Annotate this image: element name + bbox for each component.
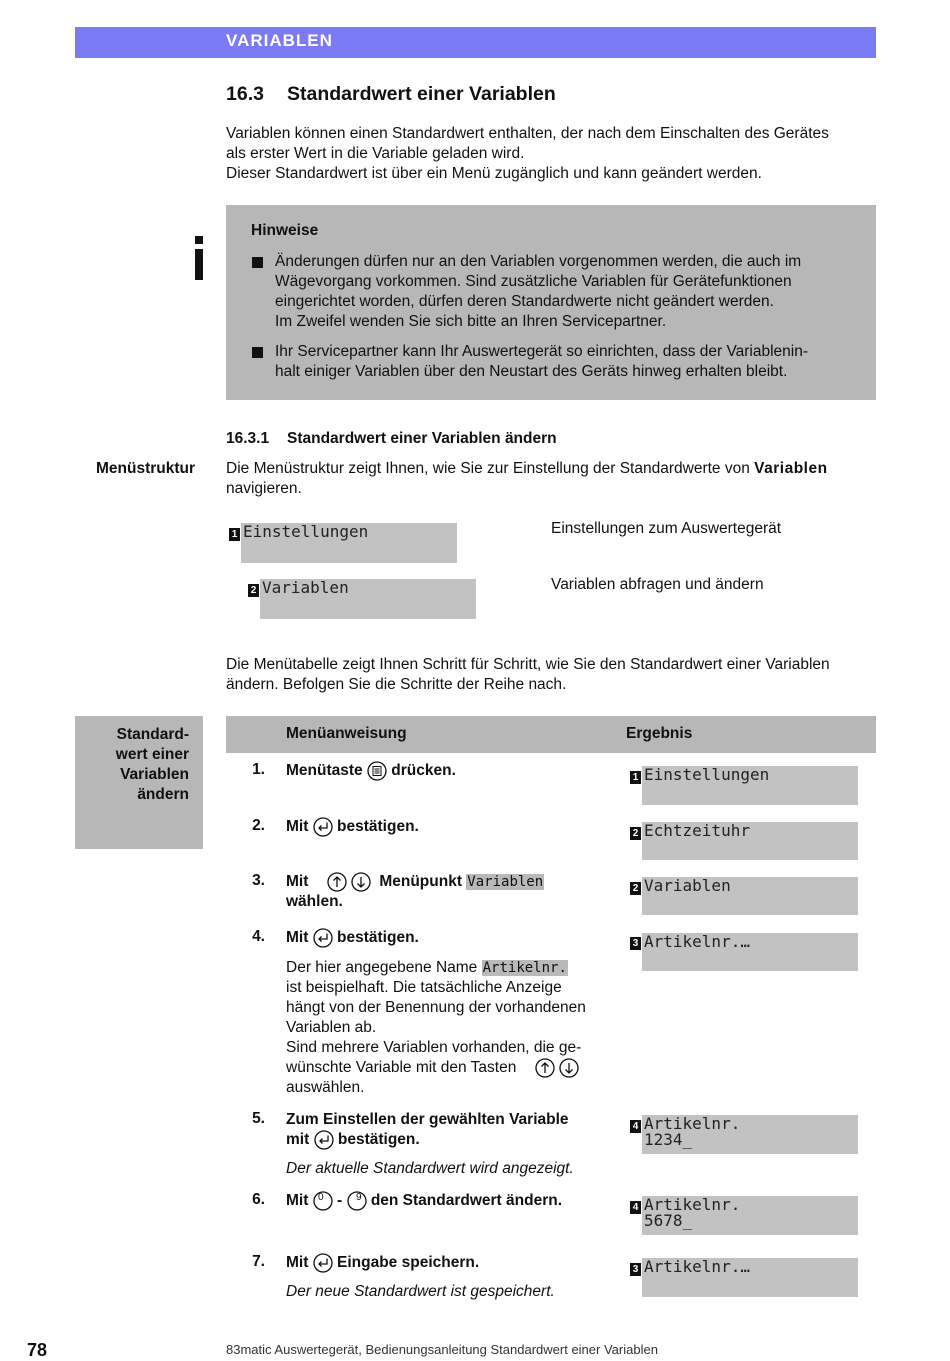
lcd-text: Variablen xyxy=(262,578,349,597)
lcd-text: Einstellungen xyxy=(243,522,369,541)
step-instruction xyxy=(286,872,544,912)
step-instruction xyxy=(286,761,456,781)
step-text: Zum Einstellen der gewählten Variable xyxy=(286,1111,569,1128)
table-intro-line: ändern. Befolgen Sie die Schritte der Reihe nach. xyxy=(226,676,567,693)
step-number: 5. xyxy=(252,1110,265,1127)
bullet-square-icon xyxy=(252,257,263,268)
side-label-line: Standard- xyxy=(116,726,189,743)
result-level-badge: 3 xyxy=(630,937,641,950)
result-level-badge: 2 xyxy=(630,882,641,895)
step-instruction xyxy=(286,817,419,837)
detail-text: Sind mehrere Variablen vorhanden, die ge- xyxy=(286,1039,582,1056)
result-level-badge: 2 xyxy=(630,827,641,840)
lcd-text: 5678_ xyxy=(644,1211,693,1230)
step-text: bestätigen. xyxy=(337,929,419,947)
step-instruction xyxy=(286,1110,569,1150)
result-level-badge: 1 xyxy=(630,771,641,784)
intro-line: Dieser Standardwert ist über ein Menü zugänglich und kann geändert werden. xyxy=(226,165,762,182)
procedure-side-label xyxy=(75,725,189,805)
step-text: Mit xyxy=(286,1254,309,1272)
detail-text: Variablen ab. xyxy=(286,1019,377,1036)
arrow-up-key-icon xyxy=(535,1058,555,1078)
step-number: 3. xyxy=(252,872,265,889)
step-instruction xyxy=(286,1253,479,1273)
step-text: drücken. xyxy=(391,762,456,780)
key-label-9: 9 xyxy=(356,1192,362,1203)
table-intro-line: Die Menütabelle zeigt Ihnen Schritt für Schritt, wie Sie den Standardwert einer Variablen xyxy=(226,656,830,673)
footer-text: 83matic Auswertegerät, Bedienungsanleitung Standardwert einer Variablen xyxy=(226,1342,658,1357)
side-label-line: wert einer xyxy=(115,746,189,763)
result-level-badge: 4 xyxy=(630,1120,641,1133)
page-number: 78 xyxy=(27,1340,48,1360)
step-number: 4. xyxy=(252,928,265,945)
lcd-text: 1234_ xyxy=(644,1130,693,1149)
detail-text: hängt von der Benennung der vorhandenen xyxy=(286,999,586,1016)
step-text: Menütaste xyxy=(286,762,363,780)
notes-bullet-2 xyxy=(275,342,808,382)
step-number: 7. xyxy=(252,1253,265,1270)
note-line: Wägevorgang vorkommen. Sind zusätzliche Variablen für Gerätefunktionen xyxy=(275,273,792,290)
notes-bullet-1 xyxy=(275,252,801,332)
section-title: Standardwert einer Variablen xyxy=(287,83,556,105)
side-label-line: ändern xyxy=(137,786,189,803)
variablen-term: Variablen xyxy=(754,460,828,477)
lcd-text: Artikelnr. xyxy=(644,1114,741,1133)
subsection-heading xyxy=(226,430,557,448)
lcd-text: Echtzeituhr xyxy=(644,821,750,840)
menu-structure-label: Menüstruktur xyxy=(96,460,196,477)
intro-paragraph xyxy=(226,124,829,184)
lcd-text: Einstellungen xyxy=(644,765,770,784)
notes-title: Hinweise xyxy=(251,222,319,239)
note-line: halt einiger Variablen über den Neustart des Geräts hinweg erhalten bleibt. xyxy=(275,363,788,380)
arrow-down-key-icon xyxy=(559,1058,579,1078)
step-text: Mit xyxy=(286,929,309,947)
section-number: 16.3 xyxy=(226,83,264,105)
menu-level-badge: 1 xyxy=(229,528,240,541)
table-intro xyxy=(226,655,830,695)
lcd-text: Artikelnr. xyxy=(644,1195,741,1214)
step-text: bestätigen. xyxy=(337,818,419,836)
section-heading xyxy=(226,83,556,106)
step-number: 6. xyxy=(252,1191,265,1208)
intro-line: als erster Wert in die Variable geladen wird. xyxy=(226,145,525,162)
menu-key-icon xyxy=(367,761,387,781)
detail-text: Der hier angegebene Name xyxy=(286,959,478,976)
step-text: Mit xyxy=(286,1192,309,1210)
header-band xyxy=(75,27,876,58)
note-line: Änderungen dürfen nur an den Variablen vorgenommen werden, die auch im xyxy=(275,253,802,270)
menu-structure-text xyxy=(226,459,881,499)
key-label-0: 0 xyxy=(318,1192,324,1203)
step-number: 1. xyxy=(252,761,265,778)
arrow-down-key-icon xyxy=(351,872,371,892)
subsection-number: 16.3.1 xyxy=(226,430,270,447)
note-line: eingerichtet worden, dürfen deren Standardwerte nicht geändert werden. xyxy=(275,293,774,310)
step-text: Menüpunkt xyxy=(379,873,462,891)
menu-structure-line: navigieren. xyxy=(226,480,302,497)
menu-item-description: Einstellungen zum Auswertegerät xyxy=(551,520,782,537)
side-label-line: Variablen xyxy=(120,766,189,783)
step-note: Der neue Standardwert ist gespeichert. xyxy=(286,1283,555,1300)
bullet-square-icon xyxy=(252,347,263,358)
step-text: den Standardwert ändern. xyxy=(370,1192,563,1210)
detail-text: ist beispielhaft. Die tatsächliche Anzeige xyxy=(286,979,562,996)
step-text: Mit xyxy=(286,873,309,891)
step-4-detail xyxy=(286,958,606,1098)
detail-text: wünschte Variable mit den Tasten xyxy=(286,1059,517,1077)
lcd-text: Artikelnr.… xyxy=(644,1257,750,1276)
menu-item-description: Variablen abfragen und ändern xyxy=(551,576,764,593)
lcd-text: Variablen xyxy=(644,876,731,895)
subsection-title: Standardwert einer Variablen ändern xyxy=(287,430,557,447)
enter-key-icon xyxy=(313,1253,333,1273)
menu-level-badge: 2 xyxy=(248,584,259,597)
enter-key-icon xyxy=(313,817,333,837)
col-result-header: Ergebnis xyxy=(626,725,693,742)
note-line: Im Zweifel wenden Sie sich bitte an Ihren Servicepartner. xyxy=(275,313,667,330)
highlighted-menu-item: Variablen xyxy=(467,874,544,891)
result-level-badge: 4 xyxy=(630,1201,641,1214)
step-instruction xyxy=(286,928,419,948)
step-text: Mit xyxy=(286,818,309,836)
menu-structure-line: Die Menüstruktur zeigt Ihnen, wie Sie zur Einstellung der Standardwerte von xyxy=(226,460,750,477)
step-number: 2. xyxy=(252,817,265,834)
result-level-badge: 3 xyxy=(630,1263,641,1276)
step-text: Eingabe speichern. xyxy=(337,1254,480,1272)
step-note: Der aktuelle Standardwert wird angezeigt. xyxy=(286,1160,574,1177)
note-line: Ihr Servicepartner kann Ihr Auswertegerät so einrichten, dass der Variablenin- xyxy=(275,343,809,360)
info-icon xyxy=(194,236,204,280)
step-separator: - xyxy=(337,1192,343,1210)
step-text: mit xyxy=(286,1131,310,1149)
step-text: wählen. xyxy=(286,893,343,911)
lcd-text: Artikelnr.… xyxy=(644,932,750,951)
enter-key-icon xyxy=(314,1130,334,1150)
step-text: bestätigen. xyxy=(337,1131,420,1149)
enter-key-icon xyxy=(313,928,333,948)
step-instruction xyxy=(286,1191,562,1211)
intro-line: Variablen können einen Standardwert enthalten, der nach dem Einschalten des Gerätes xyxy=(226,125,829,142)
chapter-title: VARIABLEN xyxy=(226,31,333,50)
highlighted-variable-name: Artikelnr. xyxy=(482,960,567,976)
col-instruction-header: Menüanweisung xyxy=(286,725,407,742)
arrow-up-key-icon xyxy=(327,872,347,892)
detail-text: auswählen. xyxy=(286,1079,365,1097)
